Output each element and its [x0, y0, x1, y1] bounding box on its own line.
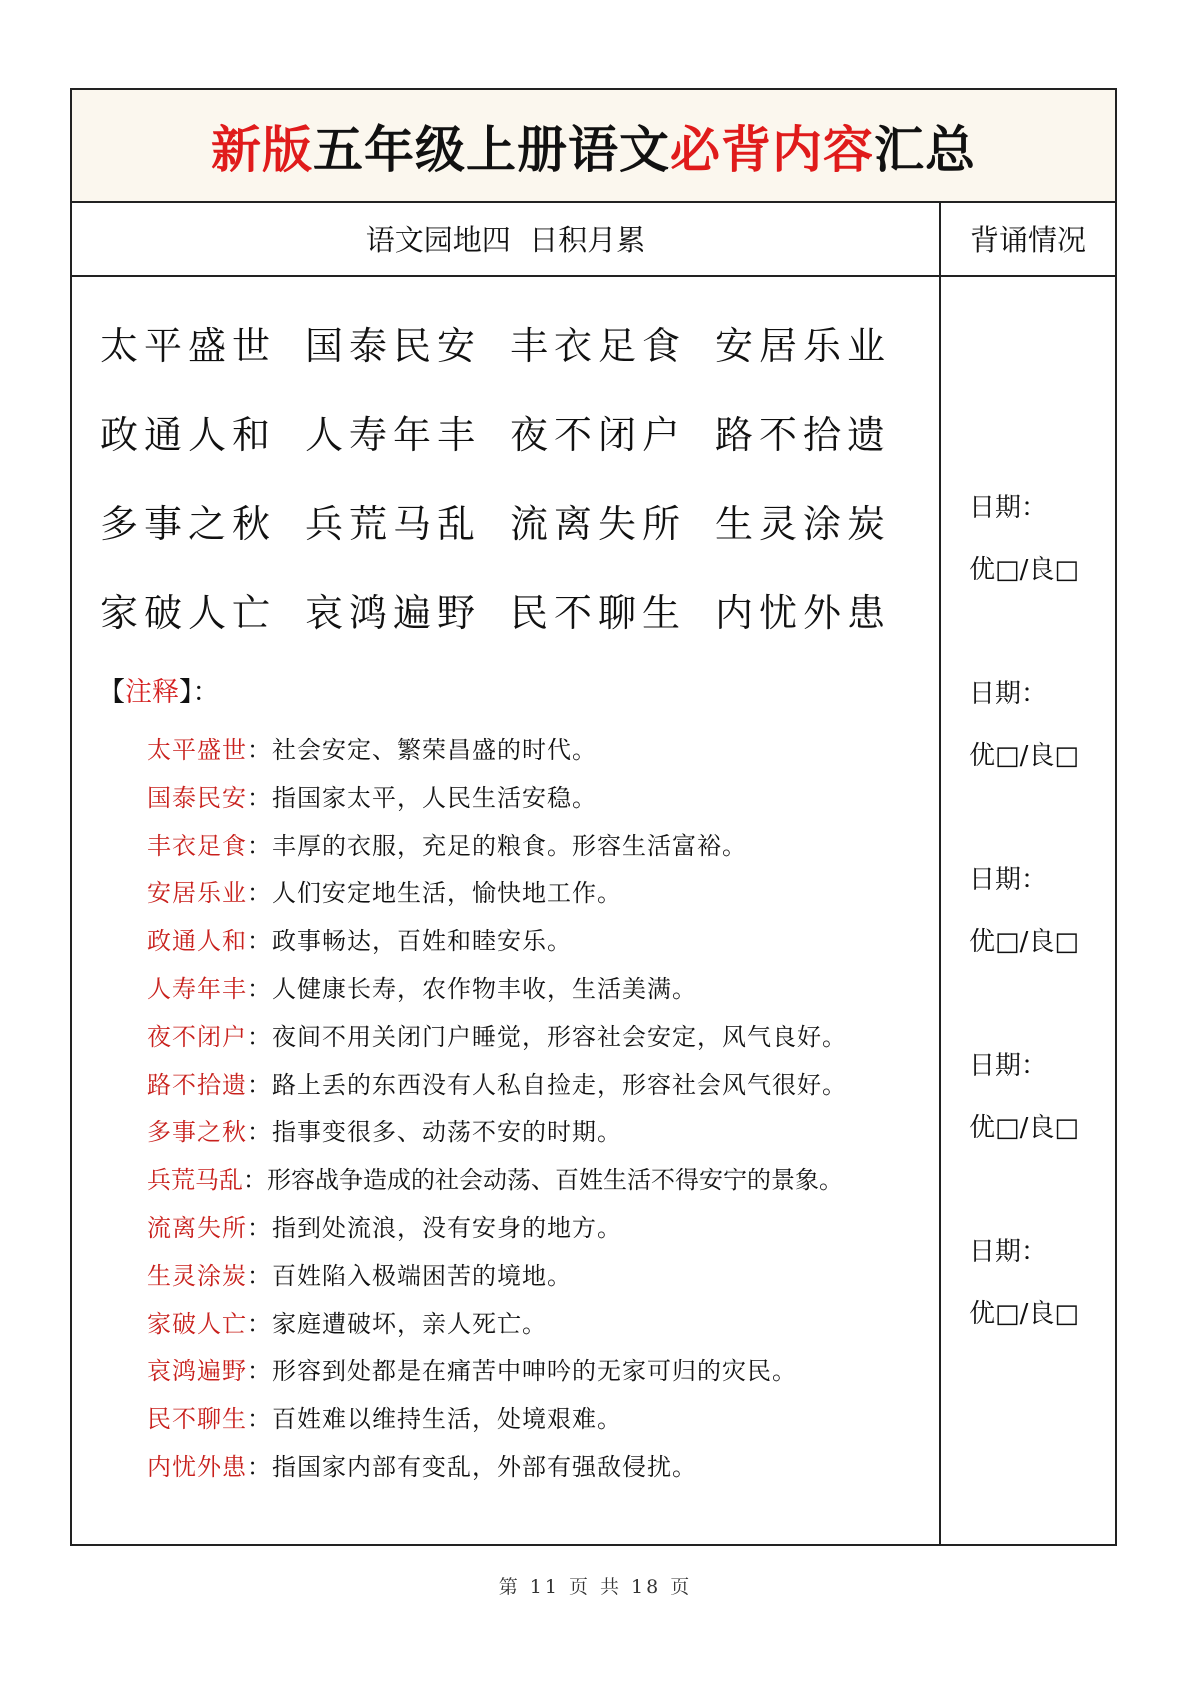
idiom: 政通人和 [100, 413, 277, 457]
note-term: 安居乐业 [147, 879, 247, 908]
note-separator: ： [247, 974, 272, 1003]
note-text: 指国家内部有变乱，外部有强敌侵扰。 [272, 1452, 697, 1481]
note-term: 民不聊生 [147, 1405, 247, 1434]
note-text: 形容战争造成的社会动荡、百姓生活不得安宁的景象。 [267, 1166, 843, 1195]
note-text: 指到处流浪，没有安身的地方。 [272, 1213, 622, 1242]
status-column-heading: 背诵情况 [969, 222, 1086, 257]
note-term: 兵荒马乱 [147, 1166, 243, 1195]
note-term: 生灵涂炭 [147, 1261, 247, 1290]
note-item [147, 921, 937, 969]
note-text: 指事变很多、动荡不安的时期。 [272, 1118, 622, 1147]
title-part-4: 汇总 [874, 120, 976, 179]
notes-heading-label: 注释 [125, 677, 179, 708]
idiom: 民不聊生 [510, 591, 687, 635]
note-text: 夜间不用关闭门户睡觉，形容社会安定，风气良好。 [272, 1022, 847, 1051]
note-term: 流离失所 [147, 1213, 247, 1242]
note-item [147, 969, 937, 1017]
note-item [147, 730, 937, 778]
idiom: 夜不闭户 [510, 413, 687, 457]
idiom: 多事之秋 [100, 502, 277, 546]
note-separator: ： [247, 783, 272, 812]
note-term: 人寿年丰 [147, 974, 247, 1003]
idiom: 国泰民安 [305, 324, 482, 368]
idiom: 安居乐业 [715, 324, 892, 368]
note-text: 人们安定地生活，愉快地工作。 [272, 879, 622, 908]
title-part-2: 五年级上册语文 [313, 120, 670, 179]
note-text: 家庭遭破坏，亲人死亡。 [272, 1309, 547, 1338]
worksheet-table [70, 88, 1117, 1546]
note-item [147, 1017, 937, 1065]
idiom-row [100, 404, 920, 493]
idiom: 生灵涂炭 [715, 502, 892, 546]
note-text: 人健康长寿，农作物丰收，生活美满。 [272, 974, 697, 1003]
note-separator: ： [247, 927, 272, 956]
note-separator: ： [243, 1166, 267, 1195]
title-part-3: 必背内容 [670, 120, 874, 179]
note-text: 政事畅达，百姓和睦安乐。 [272, 927, 572, 956]
note-item [147, 1160, 937, 1208]
note-term: 家破人亡 [147, 1309, 247, 1338]
note-text: 百姓难以维持生活，处境艰难。 [272, 1405, 622, 1434]
note-separator: ： [247, 1118, 272, 1147]
date-field[interactable]: 日期： [969, 865, 1048, 895]
note-separator: ： [247, 736, 272, 764]
idiom: 太平盛世 [100, 324, 277, 368]
note-separator: ： [247, 1452, 272, 1481]
note-text: 指国家太平，人民生活安稳。 [272, 783, 597, 812]
note-text: 形容到处都是在痛苦中呻吟的无家可归的灾民。 [272, 1357, 797, 1386]
note-text: 丰厚的衣服，充足的粮食。形容生活富裕。 [272, 831, 747, 860]
grade-checkboxes[interactable]: 优□/良□ [969, 741, 1079, 771]
note-item [147, 1065, 937, 1113]
note-item [147, 1304, 937, 1352]
title-row [72, 90, 1115, 203]
note-item [147, 778, 937, 826]
grade-checkboxes[interactable]: 优□/良□ [969, 1299, 1079, 1329]
recitation-record [969, 673, 1079, 797]
note-separator: ： [247, 1022, 272, 1051]
note-term: 路不拾遗 [147, 1070, 247, 1099]
date-field[interactable]: 日期： [969, 1051, 1048, 1081]
idiom: 哀鸿遍野 [305, 591, 482, 635]
date-field[interactable]: 日期： [969, 679, 1048, 709]
idiom: 丰衣足食 [510, 324, 687, 368]
note-item [147, 1208, 937, 1256]
note-separator: ： [247, 1261, 272, 1290]
note-item [147, 873, 937, 921]
note-term: 多事之秋 [147, 1118, 247, 1147]
content-cell [72, 275, 941, 1544]
note-separator: ： [247, 1357, 272, 1386]
grade-checkboxes[interactable]: 优□/良□ [969, 1113, 1079, 1143]
notes-heading [98, 670, 220, 709]
notes-heading-close: 】： [179, 677, 220, 708]
content-row [72, 275, 1115, 1544]
note-text: 路上丢的东西没有人私自捡走，形容社会风气很好。 [272, 1070, 847, 1099]
recitation-status-cell [941, 275, 1115, 1544]
note-item [147, 1399, 937, 1447]
note-text: 百姓陷入极端困苦的境地。 [272, 1261, 572, 1290]
note-term: 国泰民安 [147, 783, 247, 812]
date-field[interactable]: 日期： [969, 1237, 1048, 1267]
idiom: 流离失所 [510, 502, 687, 546]
idiom-row [100, 582, 920, 671]
section-heading: 语文园地四 日积月累 [72, 201, 941, 275]
recitation-record [969, 1231, 1079, 1355]
notes-heading-open: 【 [98, 677, 125, 708]
note-term: 丰衣足食 [147, 831, 247, 860]
note-text: 社会安定、繁荣昌盛的时代。 [272, 736, 597, 764]
idiom: 人寿年丰 [305, 413, 482, 457]
page-title [211, 110, 976, 182]
note-separator: ： [247, 831, 272, 860]
grade-checkboxes[interactable]: 优□/良□ [969, 555, 1079, 585]
recitation-record [969, 859, 1079, 983]
note-item [147, 1256, 937, 1304]
idiom-grid [100, 315, 920, 671]
note-separator: ： [247, 1309, 272, 1338]
title-part-1: 新版 [211, 120, 313, 179]
note-term: 内忧外患 [147, 1452, 247, 1481]
note-term: 哀鸿遍野 [147, 1357, 247, 1386]
notes-list [147, 730, 937, 1495]
note-separator: ： [247, 1213, 272, 1242]
note-item [147, 1447, 937, 1495]
note-item [147, 1112, 937, 1160]
recitation-record [969, 1045, 1079, 1169]
idiom: 家破人亡 [100, 591, 277, 635]
note-separator: ： [247, 1405, 272, 1434]
idiom-row [100, 493, 920, 582]
note-item [147, 1351, 937, 1399]
header-row [72, 201, 1115, 277]
note-term: 太平盛世 [147, 736, 247, 764]
note-separator: ： [247, 1070, 272, 1099]
idiom: 路不拾遗 [715, 413, 892, 457]
date-field[interactable]: 日期： [969, 493, 1048, 523]
note-term: 夜不闭户 [147, 1022, 247, 1051]
grade-checkboxes[interactable]: 优□/良□ [969, 927, 1079, 957]
idiom: 兵荒马乱 [305, 502, 482, 546]
recitation-record [969, 487, 1079, 611]
note-separator: ： [247, 879, 272, 908]
page-number: 第 11 页 共 18 页 [498, 1576, 693, 1598]
note-item [147, 826, 937, 874]
idiom-row [100, 315, 920, 404]
idiom: 内忧外患 [715, 591, 892, 635]
note-term: 政通人和 [147, 927, 247, 956]
